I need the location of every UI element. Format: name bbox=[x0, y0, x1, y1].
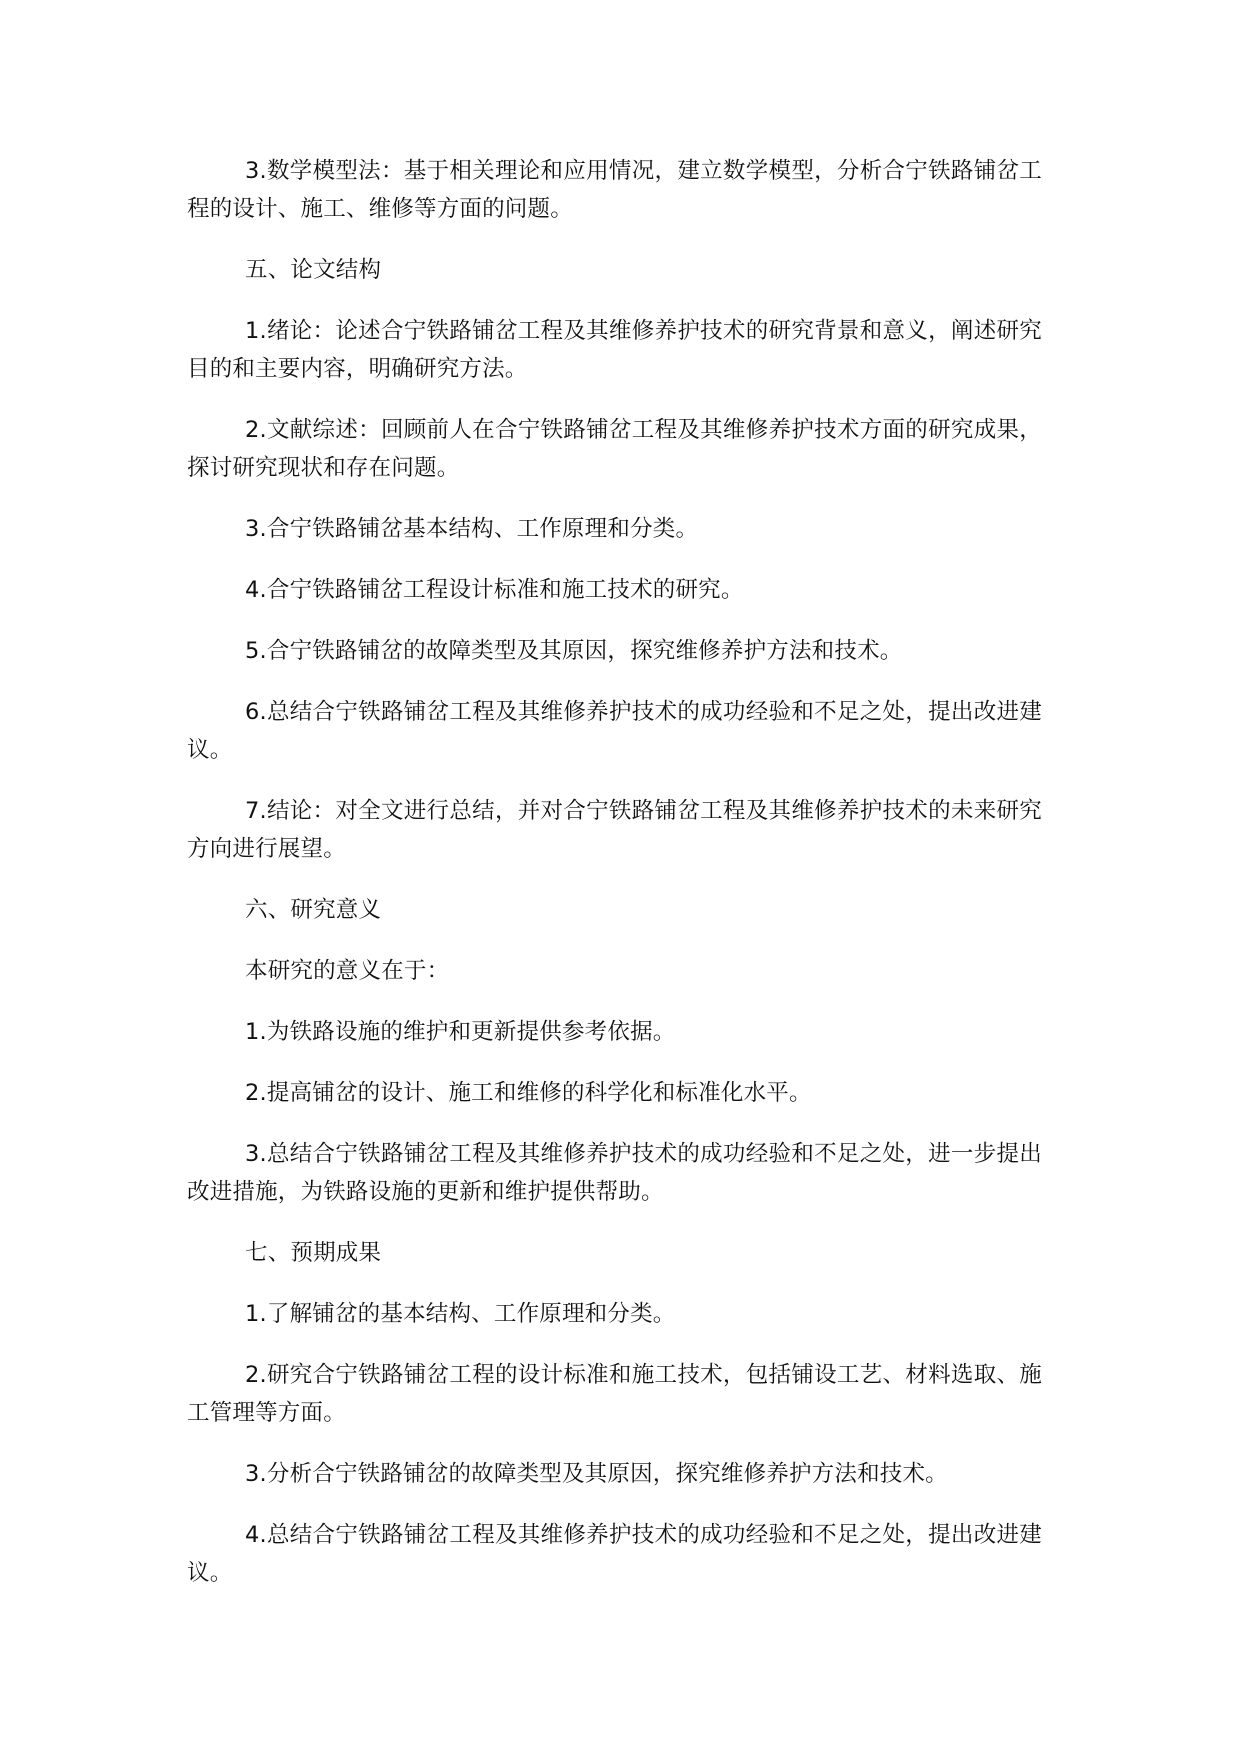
paragraph-result-item-4: 4.总结合宁铁路铺岔工程及其维修养护技术的成功经验和不足之处，提出改进建议。 bbox=[187, 1522, 1042, 1586]
paragraph-structure-item-6: 6.总结合宁铁路铺岔工程及其维修养护技术的成功经验和不足之处，提出改进建议。 bbox=[187, 699, 1042, 763]
paragraph-structure-item-5: 5.合宁铁路铺岔的故障类型及其原因，探究维修养护方法和技术。 bbox=[245, 638, 903, 664]
document-body bbox=[187, 152, 1042, 1615]
paragraph-conclusion: 7.结论：对全文进行总结，并对合宁铁路铺岔工程及其维修养护技术的未来研究方向进行展望。 bbox=[187, 798, 1042, 862]
paragraph-significance-intro: 本研究的意义在于： bbox=[245, 958, 450, 984]
section-heading-thesis-structure: 五、论文结构 bbox=[245, 257, 382, 283]
paragraph-literature-review: 2.文献综述：回顾前人在合宁铁路铺岔工程及其维修养护技术方面的研究成果，探讨研究现状和存在问题。 bbox=[187, 417, 1042, 481]
paragraph-result-item-3: 3.分析合宁铁路铺岔的故障类型及其原因，探究维修养护方法和技术。 bbox=[245, 1461, 948, 1487]
paragraph-math-model-method: 3.数学模型法：基于相关理论和应用情况，建立数学模型，分析合宁铁路铺岔工程的设计、施工、维修等方面的问题。 bbox=[187, 158, 1042, 222]
paragraph-structure-item-3: 3.合宁铁路铺岔基本结构、工作原理和分类。 bbox=[245, 516, 699, 542]
paragraph-significance-item-3: 3.总结合宁铁路铺岔工程及其维修养护技术的成功经验和不足之处，进一步提出改进措施，为铁路设施的更新和维护提供帮助。 bbox=[187, 1141, 1042, 1205]
paragraph-result-item-2: 2.研究合宁铁路铺岔工程的设计标准和施工技术，包括铺设工艺、材料选取、施工管理等方面。 bbox=[187, 1362, 1042, 1426]
paragraph-result-item-1: 1.了解铺岔的基本结构、工作原理和分类。 bbox=[245, 1301, 676, 1327]
section-heading-expected-results: 七、预期成果 bbox=[245, 1240, 382, 1266]
section-heading-research-significance: 六、研究意义 bbox=[245, 897, 382, 923]
paragraph-significance-item-2: 2.提高铺岔的设计、施工和维修的科学化和标准化水平。 bbox=[245, 1080, 812, 1106]
paragraph-introduction: 1.绪论：论述合宁铁路铺岔工程及其维修养护技术的研究背景和意义，阐述研究目的和主要内容，明确研究方法。 bbox=[187, 318, 1042, 382]
paragraph-significance-item-1: 1.为铁路设施的维护和更新提供参考依据。 bbox=[245, 1019, 676, 1045]
paragraph-structure-item-4: 4.合宁铁路铺岔工程设计标准和施工技术的研究。 bbox=[245, 577, 744, 603]
